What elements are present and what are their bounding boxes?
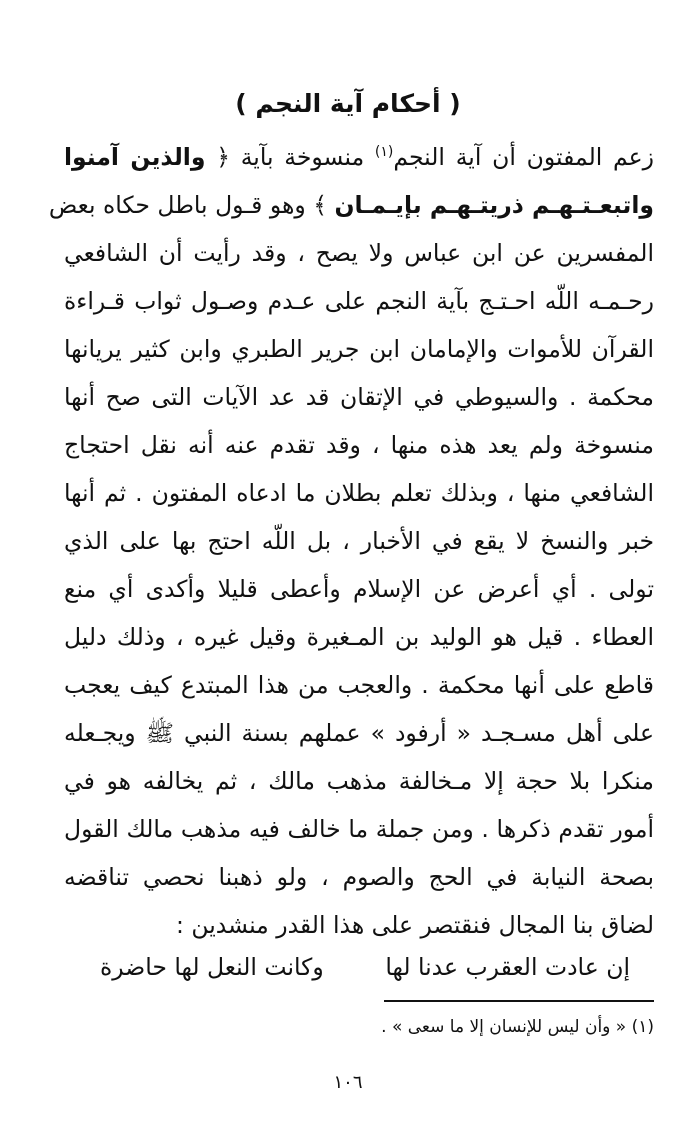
text-line [64,133,654,181]
text-line: منكرا بلا حجة إلا مـخالفة مذهب مالك ، ثم يخالفه هو في [64,767,654,795]
text-line: أمور تقدم ذكرها . ومن جملة ما خالف فيه مذهب مالك القول [64,815,654,843]
footnote: (١) « وأن ليس للإنسان إلا ما سعى » . [381,1017,654,1037]
page-number: ١٠٦ [333,1072,363,1093]
text-line: محكمة . والسيوطي في الإتقان قد عد الآيات التى صح أنها [64,383,654,411]
section-title: ( أحكام آية النجم ) [235,89,461,118]
text-line: لضاق بنا المجال فنقتصر على هذا القدر منشدين : [175,911,654,939]
footnote-marker[interactable]: (١) [374,144,394,161]
text-line: بصحة النيابة في الحج والصوم ، ولو ذهبنا نحصي تناقضه [64,863,654,891]
text-line [48,181,654,229]
body-text [48,133,654,949]
poetry-verse [100,943,630,991]
quran-quote: واتبعـتـهـم ذريتـهـم بإيـمـان [334,191,654,219]
text-line: خبر والنسخ لا يقع في الأخبار ، بل اللّه احتج بها على الذي [64,527,654,555]
footnote-separator [384,1000,654,1002]
text-span: زعم المفتون أن آية النجم [393,143,654,171]
text-line: العطاء . قيل هو الوليد بن المـغيرة وقيل غيره ، وذلك دليل [64,623,654,651]
text-line: قاطع على أنها محكمة . والعجب من هذا المبتدع كيف يعجب [64,671,654,699]
text-line: المفسرين عن ابن عباس ولا يصح ، وقد رأيت أن الشافعي [64,239,654,267]
text-span: ﴾ وهو قـول باطل حكاه بعض [48,191,335,219]
quran-quote: والذين آمنوا [64,143,206,171]
text-line: تولى . أي أعرض عن الإسلام وأعطى قليلا وأكدى أي منع [64,575,654,603]
text-line: القرآن للأموات والإمامان ابن جرير الطبري وابن كثير يريانها [64,335,654,363]
text-line: على أهل مسـجـد « أرفود » عملهم بسنة النبي ﷺ ويجـعله [64,719,654,747]
verse-first-hemistich: إن عادت العقرب عدنا لها [385,953,630,981]
text-line: الشافعي منها ، وبذلك تعلم بطلان ما ادعاه المفتون . ثم أنها [64,479,654,507]
text-line: منسوخة ولم يعد هذه منها ، وقد تقدم عنه أنه نقل احتجاج [64,431,654,459]
verse-second-hemistich: وكانت النعل لها حاضرة [100,953,324,981]
text-span: منسوخة بآية ﴿ [205,143,375,171]
text-line: رحـمـه اللّه احـتـج بآية النجم على عـدم وصـول ثواب قـراءة [64,287,654,315]
